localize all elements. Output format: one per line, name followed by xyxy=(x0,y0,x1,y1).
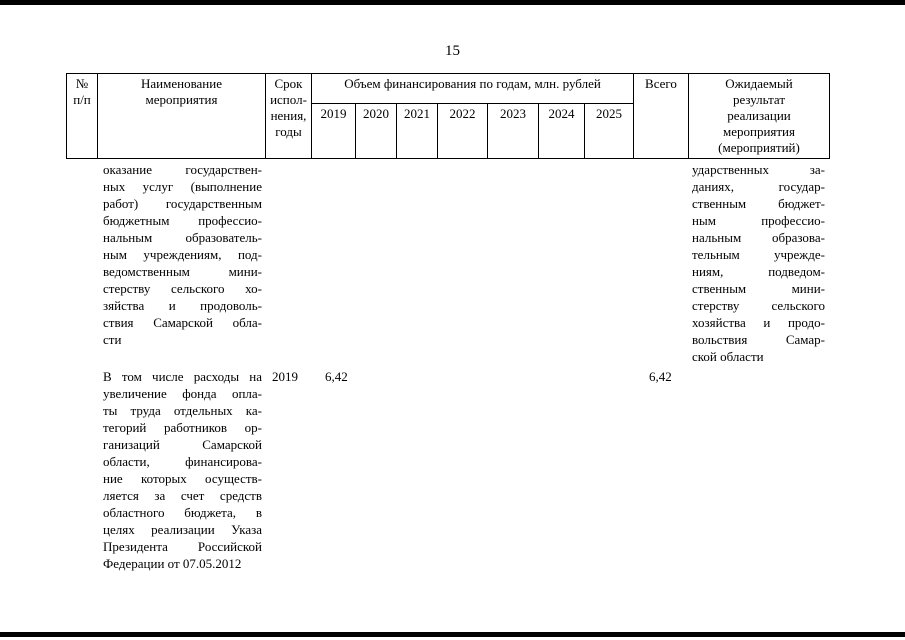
row1-result-line: ным профессио- xyxy=(692,213,825,228)
header-result xyxy=(689,76,829,156)
header-result-line: мероприятия xyxy=(722,124,795,139)
row1-result-line: ственным бюджет- xyxy=(692,196,825,211)
header-funding-title xyxy=(312,76,633,92)
row2-name-line: ганизаций Самарской xyxy=(103,437,262,452)
row1-result-line: ударственных за- xyxy=(692,162,825,177)
header-number-line: № xyxy=(75,76,89,91)
row1-name-line: работ) государственным xyxy=(103,196,262,211)
row1-name-line: бюджетным профессио- xyxy=(103,213,262,228)
row1-result-line: ственным мини- xyxy=(692,281,825,296)
row1-result-line: нальным образова- xyxy=(692,230,825,245)
row2-total: 6,42 xyxy=(649,369,672,384)
header-term-line: нения, xyxy=(270,108,307,123)
header-result-line: (мероприятий) xyxy=(718,140,800,155)
row1-result-line: даниях, государ- xyxy=(692,179,825,194)
header-year-2019: 2019 xyxy=(320,106,347,121)
header-year-2024: 2024 xyxy=(548,106,575,121)
header-number-line: п/п xyxy=(73,92,91,107)
row1-name-line: ведомственным мини- xyxy=(103,264,262,279)
header-year-2023: 2023 xyxy=(500,106,526,121)
header-number xyxy=(67,76,97,108)
row1-result-line: тельным учрежде- xyxy=(692,247,825,262)
header-year-2022: 2022 xyxy=(449,106,476,121)
row2-term: 2019 xyxy=(272,369,298,384)
row2-name-line: ляется за счет средств xyxy=(103,488,262,503)
header-total-text: Всего xyxy=(645,76,677,91)
header-term xyxy=(266,76,311,140)
row2-name-line: областного бюджета, в xyxy=(103,505,262,520)
header-name xyxy=(98,76,265,108)
row1-name-line: зяйства и продоволь- xyxy=(103,298,262,313)
row1-result xyxy=(692,161,825,365)
row1-result-line: ской области xyxy=(692,349,764,364)
row1-result-line: вольствия Самар- xyxy=(692,332,825,347)
row2-name-line: Президента Российской xyxy=(103,539,262,554)
row2-name-line: целях реализации Указа xyxy=(103,522,262,537)
row2-name-line: тегорий работников ор- xyxy=(103,420,262,435)
header-year-2020: 2020 xyxy=(363,106,389,121)
row1-name-line: ных услуг (выполнение xyxy=(103,179,262,194)
header-name-line: мероприятия xyxy=(145,92,218,107)
header-term-line: Срок xyxy=(274,76,303,91)
table-top-border xyxy=(66,73,829,74)
row1-name-line: стерству сельского хо- xyxy=(103,281,262,296)
row1-result-line: стерству сельского xyxy=(692,298,825,313)
row2-name-line: области, финансирова- xyxy=(103,454,262,469)
header-term-line: годы xyxy=(275,124,302,139)
row2-value-2019: 6,42 xyxy=(325,369,348,384)
header-result-line: результат xyxy=(732,92,786,107)
header-result-line: Ожидаемый xyxy=(725,76,793,91)
row1-result-line: хозяйства и продо- xyxy=(692,315,825,330)
row1-name xyxy=(103,161,262,348)
header-name-line: Наименование xyxy=(141,76,222,91)
row2-name xyxy=(103,368,262,572)
row1-name-line: ствия Самарской обла- xyxy=(103,315,262,330)
header-funding-title-text: Объем финансирования по годам, млн. рублей xyxy=(344,76,601,91)
page-number: 15 xyxy=(445,43,460,59)
header-bottom-border xyxy=(66,158,829,159)
col-line xyxy=(829,73,830,159)
row2-name-line: увеличение фонда опла- xyxy=(103,386,262,401)
header-term-line: испол- xyxy=(270,92,307,107)
row1-name-line: нальным образователь- xyxy=(103,230,262,245)
row1-result-line: ниям, подведом- xyxy=(692,264,825,279)
row2-name-line: Федерации от 07.05.2012 xyxy=(103,556,242,571)
header-result-line: реализации xyxy=(727,108,791,123)
row2-name-line: ние которых осуществ- xyxy=(103,471,262,486)
row1-name-line: оказание государствен- xyxy=(103,162,262,177)
bottom-border-rule xyxy=(0,632,905,637)
row2-name-line: ты труда отдельных ка- xyxy=(103,403,262,418)
row2-name-line: В том числе расходы на xyxy=(103,369,262,384)
header-year-2021: 2021 xyxy=(404,106,430,121)
row1-name-line: ным учреждениям, под- xyxy=(103,247,262,262)
header-year-2025: 2025 xyxy=(596,106,622,121)
row1-name-line: сти xyxy=(103,332,122,347)
header-total xyxy=(634,76,688,92)
